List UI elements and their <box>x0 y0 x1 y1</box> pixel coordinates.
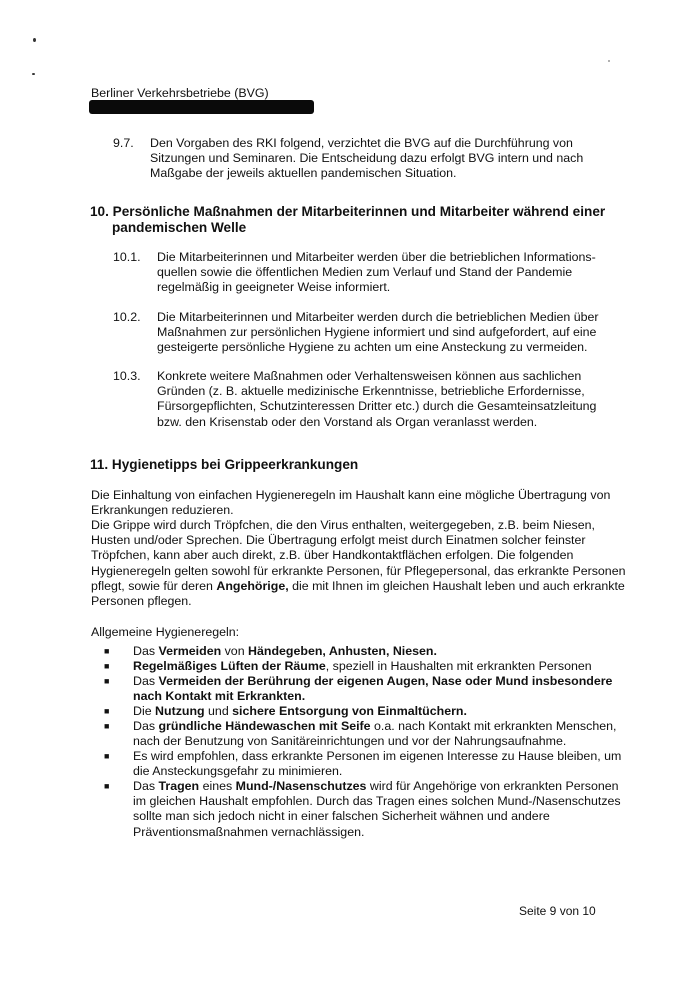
scan-speck <box>608 60 610 62</box>
bullet-square-icon: ■ <box>104 781 110 791</box>
bullet-square-icon: ■ <box>104 646 110 656</box>
section-10-heading-line2: pandemischen Welle <box>112 220 247 235</box>
list-item-text: Regelmäßiges Lüften der Räume, speziell in Haushalten mit erkrankten Personen <box>133 659 592 673</box>
scan-speck <box>33 38 36 42</box>
scan-speck <box>32 73 35 75</box>
bullet-square-icon: ■ <box>104 721 110 731</box>
list-item-text: Das Tragen eines Mund-/Nasenschutzes wird für Angehörige von erkrankten Personen im gleichen Haushalt empfohlen. Durch das Tragen eines solchen Mund-/Nasenschutzes sollte man sich jedoch nicht in einer falschen Sicherheit wähnen und andere Präventionsmaßnahmen vernachlässigen. <box>133 779 621 839</box>
redaction-bar <box>89 100 314 114</box>
item-text: Den Vorgaben des RKI folgend, verzichtet die BVG auf die Durchführung von Sitzungen und Seminaren. Die Entscheidung dazu erfolgt BVG intern und nach Maßgabe der jeweils aktuellen pandemischen Situation. <box>150 136 584 181</box>
rules-intro: Allgemeine Hygieneregeln: <box>91 625 240 639</box>
page-number: Seite 9 von 10 <box>519 904 596 918</box>
paragraph-text: die mit Ihnen im gleichen Haushalt leben und auch erkrankte Personen pflegen. <box>91 578 625 609</box>
item-text: Die Mitarbeiterinnen und Mitarbeiter werden durch die betrieblichen Medien über Maßnahmen zur persönlichen Hygiene informiert und sind aufgefordert, auf eine gesteigerte persönliche Hygiene zu achten um eine Ansteckung zu vermeiden. <box>157 310 599 355</box>
paragraph-emphasis: Angehörige, <box>216 578 289 593</box>
bullet-square-icon: ■ <box>104 676 110 686</box>
bullet-square-icon: ■ <box>104 706 110 716</box>
bullet-square-icon: ■ <box>104 751 110 761</box>
section-10-heading <box>90 204 630 236</box>
list-item-text: Das Vermeiden von Händegeben, Anhusten, Niesen. <box>133 644 437 658</box>
item-text: Die Mitarbeiterinnen und Mitarbeiter werden über die betrieblichen Informations-quellen sowie die öffentlichen Medien zum Verlauf und Stand der Pandemie regelmäßig in geeigneter Weise informiert. <box>157 250 596 295</box>
list-item-text: Die Nutzung und sichere Entsorgung von Einmaltüchern. <box>133 704 467 718</box>
section-10-heading-line1: 10. Persönliche Maßnahmen der Mitarbeiterinnen und Mitarbeiter während einer <box>90 204 606 219</box>
header-organization: Berliner Verkehrsbetriebe (BVG) <box>91 86 269 100</box>
item-number: 9.7. <box>113 136 134 150</box>
list-item-text: Es wird empfohlen, dass erkrankte Personen im eigenen Interesse zu Hause bleiben, um die Ansteckungsgefahr zu minimieren. <box>133 749 622 779</box>
list-item-text: Das gründliche Händewaschen mit Seife o.a. nach Kontakt mit erkrankten Menschen, nach der Benutzung von Sanitäreinrichtungen und vor der Nahrungsaufnahme. <box>133 719 617 749</box>
section-11-heading: 11. Hygienetipps bei Grippeerkrankungen <box>90 457 359 472</box>
list-item-text: Das Vermeiden der Berührung der eigenen Augen, Nase oder Mund insbesondere nach Kontakt mit Erkrankten. <box>133 674 613 704</box>
intro-paragraph: Die Einhaltung von einfachen Hygieneregeln im Haushalt kann eine mögliche Übertragung von Erkrankungen reduzieren. <box>91 488 611 518</box>
paragraph-text: Die Grippe wird durch Tröpfchen, die den Virus enthalten, weitergegeben, z.B. beim Niesen, Husten und/oder Sprechen. Die Übertragung erfolgt meist durch Einatmen solcher feinster Tröpfchen, kann aber auch direkt, z.B. über Handkontaktflächen erfolgen. Die folgenden Hygieneregeln gelten sowohl für erkrankte Personen, für Pflegepersonal, das erkrankte Personen pflegt, sowie für deren <box>91 518 626 593</box>
bullet-square-icon: ■ <box>104 661 110 671</box>
item-number: 10.1. <box>113 250 141 264</box>
item-number: 10.2. <box>113 310 141 324</box>
transmission-paragraph <box>91 518 626 609</box>
item-number: 10.3. <box>113 369 141 383</box>
item-text: Konkrete weitere Maßnahmen oder Verhaltensweisen können aus sachlichen Gründen (z. B. aktuelle medizinische Erkenntnisse, betriebliche Erfordernisse, Fürsorgepflichten, Schutzinteressen Dritter etc.) durch die Gesamteinsatzleitung bzw. den Krisenstab oder den Vorstand als Organ veranlasst werden. <box>157 369 597 429</box>
